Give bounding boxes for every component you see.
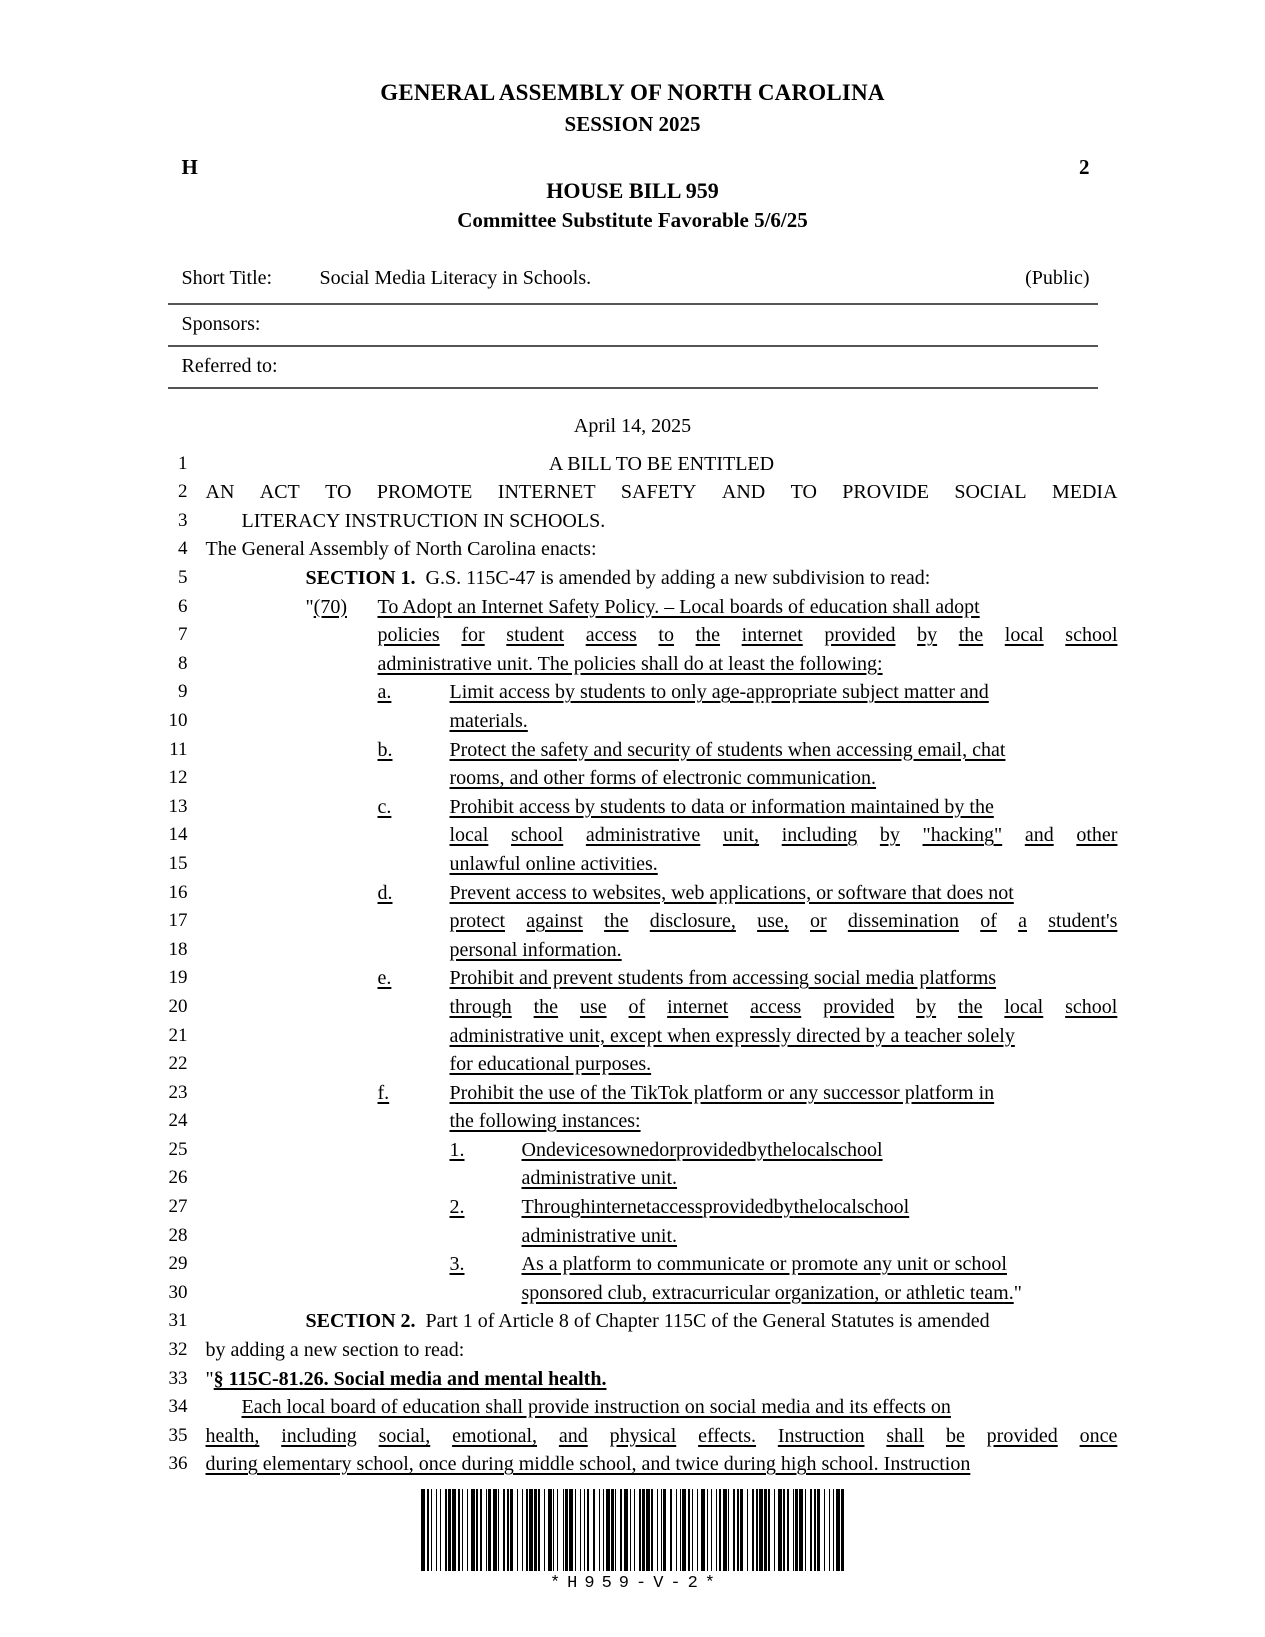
line-number: 25 xyxy=(168,1138,188,1160)
bill-line xyxy=(148,907,1118,936)
bill-line xyxy=(148,850,1118,879)
line-number: 33 xyxy=(168,1367,188,1389)
line-number: 36 xyxy=(168,1453,188,1475)
subdivision-70-marker: "(70) xyxy=(305,595,347,618)
bill-line xyxy=(148,621,1118,650)
subdivision-70-text: To Adopt an Internet Safety Policy. – Local boards of education shall adopt xyxy=(377,595,980,618)
bill-identification xyxy=(0,177,1265,235)
item-d-marker: d. xyxy=(377,881,393,904)
barcode-text: *H959-V-2* xyxy=(549,1574,723,1593)
section-1-text: G.S. 115C-47 is amended by adding a new subdivision to read: xyxy=(425,567,931,589)
bill-line xyxy=(148,936,1118,965)
item-c-marker: c. xyxy=(377,795,392,818)
item-e-text: Prohibit and prevent students from accessing social media platforms xyxy=(449,967,997,990)
item-a-line2: materials. xyxy=(449,709,528,732)
section-2-label: SECTION 2. xyxy=(305,1310,416,1333)
filed-date: April 14, 2025 xyxy=(573,414,692,437)
item-b-text: Protect the safety and security of students when accessing email, chat xyxy=(449,738,1006,761)
item-f1-line2: administrative unit. xyxy=(521,1167,678,1190)
item-e-line1 xyxy=(206,964,1118,993)
bill-line xyxy=(148,1136,1118,1165)
bill-line xyxy=(148,1336,1118,1365)
bill-line xyxy=(148,535,1118,564)
line-number: 7 xyxy=(178,624,188,646)
item-d-line3: personal information. xyxy=(449,938,622,961)
item-c-text: Prohibit access by students to data or information maintained by the xyxy=(449,795,994,818)
bill-body xyxy=(148,450,1118,1479)
line-number: 24 xyxy=(168,1110,188,1132)
edition-number: 2 xyxy=(1079,154,1090,179)
referred-to-label: Referred to: xyxy=(181,354,278,377)
line-number: 30 xyxy=(168,1281,188,1303)
short-title-value: Social Media Literacy in Schools. xyxy=(319,266,592,289)
line-number: 29 xyxy=(168,1253,188,1275)
item-f3-line2: sponsored club, extracurricular organization, or athletic team. xyxy=(521,1281,1014,1304)
line-number: 34 xyxy=(168,1396,188,1418)
bill-line xyxy=(148,564,1118,593)
bill-title-heading: A BILL TO BE ENTITLED xyxy=(548,452,775,475)
bill-line xyxy=(148,1022,1118,1051)
bill-metadata xyxy=(168,259,1098,389)
line-number: 18 xyxy=(168,938,188,960)
bill-title-line2: AN ACT TO PROMOTE INTERNET SAFETY AND TO PROVIDE SOCIAL MEDIA xyxy=(205,481,1118,504)
bill-line xyxy=(148,1050,1118,1079)
opening-quote: " xyxy=(205,1367,214,1390)
bill-line xyxy=(148,1393,1118,1422)
line-number: 10 xyxy=(168,709,188,731)
item-e-line2: through the use of internet access provided by the local school xyxy=(449,995,1118,1018)
item-d-line1 xyxy=(206,879,1118,908)
line-number: 15 xyxy=(168,852,188,874)
bill-line xyxy=(148,1107,1118,1136)
line-number: 19 xyxy=(168,967,188,989)
line-number: 31 xyxy=(168,1310,188,1332)
line-number: 20 xyxy=(168,995,188,1017)
item-f2-line1 xyxy=(206,1193,1118,1222)
bill-line xyxy=(148,736,1118,765)
item-e-marker: e. xyxy=(377,967,392,990)
statute-para-line2: health, including social, emotional, and physical effects. Instruction shall be provided once xyxy=(205,1424,1118,1447)
bill-line xyxy=(148,793,1118,822)
item-b-line2: rooms, and other forms of electronic communication. xyxy=(449,767,877,790)
item-f-marker: f. xyxy=(377,1081,390,1104)
section-1-intro xyxy=(206,564,1118,593)
line-number: 23 xyxy=(168,1081,188,1103)
subdivision-70-line2: policies for student access to the internet provided by the local school xyxy=(377,624,1118,647)
barcode-image xyxy=(421,1489,844,1571)
section-2-text: Part 1 of Article 8 of Chapter 115C of the General Statutes is amended xyxy=(425,1310,990,1333)
subdivision-70-line3: administrative unit. The policies shall do at least the following: xyxy=(377,652,883,675)
bill-line xyxy=(148,764,1118,793)
item-e-line3: administrative unit, except when expressly directed by a teacher solely xyxy=(449,1024,1015,1047)
item-f-line1 xyxy=(206,1079,1118,1108)
line-number: 2 xyxy=(178,481,188,503)
line-number: 16 xyxy=(168,881,188,903)
line-number: 4 xyxy=(178,538,188,560)
bill-line xyxy=(148,1279,1118,1308)
item-f2-marker: 2. xyxy=(449,1196,465,1219)
section-2-continuation: by adding a new section to read: xyxy=(205,1339,465,1362)
bill-line xyxy=(148,507,1118,536)
committee-substitute: Committee Substitute Favorable 5/6/25 xyxy=(457,208,808,233)
bill-line xyxy=(148,1250,1118,1279)
barcode-area xyxy=(0,1476,1265,1593)
referred-to-row xyxy=(168,347,1098,389)
bill-line xyxy=(148,450,1118,479)
sponsors-label: Sponsors: xyxy=(181,312,261,335)
bill-line xyxy=(148,993,1118,1022)
section-1-label: SECTION 1. xyxy=(305,567,416,589)
statute-para-line1: Each local board of education shall provide instruction on social media and its effects on xyxy=(241,1396,951,1419)
short-title-label: Short Title: xyxy=(181,266,273,289)
bill-line xyxy=(148,707,1118,736)
line-number: 5 xyxy=(178,567,188,588)
item-f1-marker: 1. xyxy=(449,1138,465,1161)
statute-para-line3: during elementary school, once during middle school, and twice during high school. Instruction xyxy=(205,1453,971,1476)
chamber-row xyxy=(168,155,1098,181)
line-number: 13 xyxy=(168,795,188,817)
item-f-line2: the following instances: xyxy=(449,1110,641,1133)
bill-line xyxy=(148,1450,1118,1479)
bill-line xyxy=(148,1193,1118,1222)
item-a-marker: a. xyxy=(377,681,392,704)
subdivision-70-line1 xyxy=(206,593,1118,622)
chamber-code: H xyxy=(181,154,198,179)
item-f-text: Prohibit the use of the TikTok platform or any successor platform in xyxy=(449,1081,995,1104)
item-f3-text: As a platform to communicate or promote any unit or school xyxy=(521,1253,1007,1276)
bill-line xyxy=(148,821,1118,850)
bill-line xyxy=(148,593,1118,622)
item-f3-line1 xyxy=(206,1250,1118,1279)
short-title-row xyxy=(168,259,1098,305)
bill-line xyxy=(148,879,1118,908)
bill-number: HOUSE BILL 959 xyxy=(546,177,719,203)
line-number: 14 xyxy=(168,824,188,846)
bill-line xyxy=(148,1365,1118,1394)
sponsors-row xyxy=(168,305,1098,347)
line-number: 28 xyxy=(168,1224,188,1246)
line-number: 35 xyxy=(168,1424,188,1446)
statute-heading-line xyxy=(206,1365,1118,1394)
line-number: 26 xyxy=(168,1167,188,1189)
bill-line xyxy=(148,964,1118,993)
item-a-text: Limit access by students to only age-appropriate subject matter and xyxy=(449,681,989,704)
item-e-line4: for educational purposes. xyxy=(449,1053,652,1076)
item-f1-line1 xyxy=(206,1136,1118,1165)
enacting-clause: The General Assembly of North Carolina enacts: xyxy=(205,538,597,561)
bill-line xyxy=(148,1307,1118,1336)
line-number: 8 xyxy=(178,652,188,674)
statute-heading: § 115C-81.26. Social media and mental health. xyxy=(213,1367,607,1390)
line-number: 32 xyxy=(168,1339,188,1361)
bill-line xyxy=(148,1422,1118,1451)
item-b-line1 xyxy=(206,736,1118,765)
line-number: 17 xyxy=(168,910,188,932)
line-number: 11 xyxy=(169,738,188,760)
item-c-line3: unlawful online activities. xyxy=(449,852,658,875)
section-2-intro xyxy=(206,1307,1118,1336)
bill-line xyxy=(148,1222,1118,1251)
item-f2-line2: administrative unit. xyxy=(521,1224,678,1247)
line-number: 22 xyxy=(168,1053,188,1075)
line-number: 1 xyxy=(178,452,188,474)
item-f3-marker: 3. xyxy=(449,1253,465,1276)
assembly-title: GENERAL ASSEMBLY OF NORTH CAROLINA xyxy=(380,80,885,105)
masthead xyxy=(0,0,1265,139)
item-a-line1 xyxy=(206,678,1118,707)
closing-quote: " xyxy=(1013,1281,1022,1304)
line-number: 9 xyxy=(178,681,188,703)
item-f1-text: On devices owned or provided by the local school xyxy=(521,1138,883,1161)
public-marker: (Public) xyxy=(1025,266,1090,289)
bill-title-line3: LITERACY INSTRUCTION IN SCHOOLS. xyxy=(241,509,606,532)
item-b-marker: b. xyxy=(377,738,393,761)
line-number: 27 xyxy=(168,1196,188,1218)
bill-line xyxy=(148,1079,1118,1108)
bill-line xyxy=(148,478,1118,507)
session-title: SESSION 2025 xyxy=(564,112,701,137)
line-number: 6 xyxy=(178,595,188,617)
item-c-line2: local school administrative unit, including by "hacking" and other xyxy=(449,824,1118,847)
bill-line xyxy=(148,650,1118,679)
item-f2-text: Through internet access provided by the local school xyxy=(521,1196,910,1219)
line-number: 12 xyxy=(168,767,188,789)
item-d-text: Prevent access to websites, web applications, or software that does not xyxy=(449,881,1014,904)
bill-line xyxy=(148,1164,1118,1193)
bill-line xyxy=(148,678,1118,707)
line-number: 21 xyxy=(168,1024,188,1046)
line-number: 3 xyxy=(178,509,188,531)
item-d-line2: protect against the disclosure, use, or dissemination of a student's xyxy=(449,910,1118,933)
item-c-line1 xyxy=(206,793,1118,822)
